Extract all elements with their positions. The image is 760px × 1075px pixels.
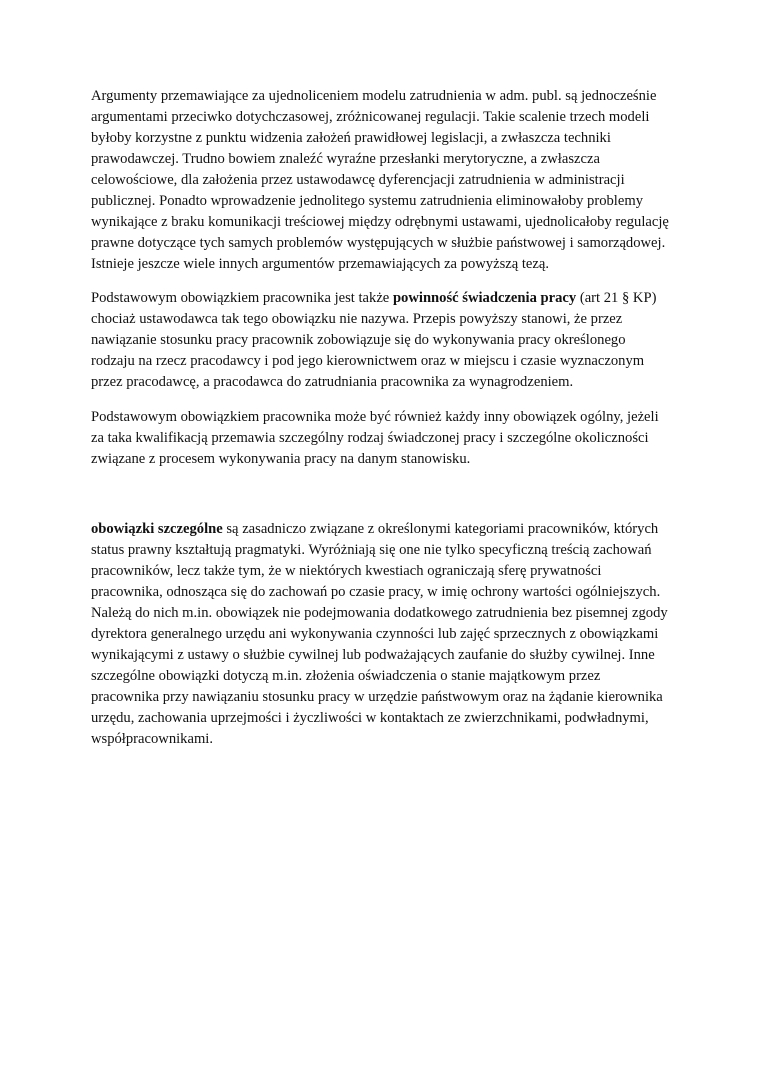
bold-term: powinność świadczenia pracy xyxy=(392,290,577,306)
paragraph-text: (art 21 § KP) chociaż ustawodawca tak tego obowiązku nie nazywa. Przepis powyższy stanowi, że przez nawiązanie stosunku pracy pracownik zobowiązuje się do wykonywania pracy określonego rodzaju na rzecz pracodawcy i pod jego kierownictwem oraz w miejscu i czasie wyznaczonym przez pracodawcę, a pracodawca do zatrudniania pracownika za wynagrodzeniem. xyxy=(91,290,657,390)
paragraph-special-duties xyxy=(91,519,671,750)
paragraph-text: są zasadniczo związane z określonymi kategoriami pracowników, których status prawny kształtują pragmatyki. Wyróżniają się one nie tylko specyficzną treścią zachowań pracowników, lecz także tym, że w niektórych kwestiach ograniczają sferę prywatności pracownika, odnosząca się do zachowań po czasie pracy, w imię ochrony wartości ogólniejszych. Należą do nich m.in. obowiązek nie podejmowania dodatkowego zatrudnienia bez pisemnej zgody dyrektora generalnego urzędu ani wykonywania czynności lub zajęć sprzecznych z obowiązkami wynikającymi z ustawy o służbie cywilnej lub podważających zaufanie do służby cywilnej. Inne szczególne obowiązki dotyczą m.in. złożenia oświadczenia o stanie majątkowym przez pracownika przy nawiązaniu stosunku pracy w urzędzie państwowym oraz na żądanie kierownika urzędu, zachowania uprzejmości i życzliwości w kontaktach ze zwierzchnikami, podwładnymi, współpracownikami. xyxy=(91,521,668,747)
bold-term: obowiązki szczególne xyxy=(91,521,223,537)
paragraph-duty-to-perform-work xyxy=(91,288,671,393)
paragraph-employment-model-arguments: Argumenty przemawiające za ujednoliceniem modelu zatrudnienia w adm. publ. są jednocześnie argumentami przeciwko dotychczasowej, zróżnicowanej regulacji. Takie scalenie trzech modeli byłoby korzystne z punktu widzenia założeń prawidłowej legislacji, a zwłaszcza techniki prawodawczej. Trudno bowiem znaleźć wyraźne przesłanki merytoryczne, a zwłaszcza celowościowe, dla założenia przez ustawodawcę dyferencjacji zatrudnienia w administracji publicznej. Ponadto wprowadzenie jednolitego systemu zatrudnienia eliminowałoby problemy wynikające z braku komunikacji treściowej między odrębnymi ustawami, ujednolicałoby regulację prawne dotyczące tych samych problemów występujących w służbie państwowej i samorządowej. Istnieje jeszcze wiele innych argumentów przemawiających za powyższą tezą. xyxy=(91,88,669,272)
document-body xyxy=(91,86,671,750)
paragraph-other-general-duties: Podstawowym obowiązkiem pracownika może być również każdy inny obowiązek ogólny, jeżeli za taka kwalifikacją przemawia szczególny rodzaj świadczonej pracy i szczególne okoliczności związane z procesem wykonywania pracy na danym stanowisku. xyxy=(91,409,659,467)
paragraph-text: Podstawowym obowiązkiem pracownika jest także xyxy=(91,290,393,306)
